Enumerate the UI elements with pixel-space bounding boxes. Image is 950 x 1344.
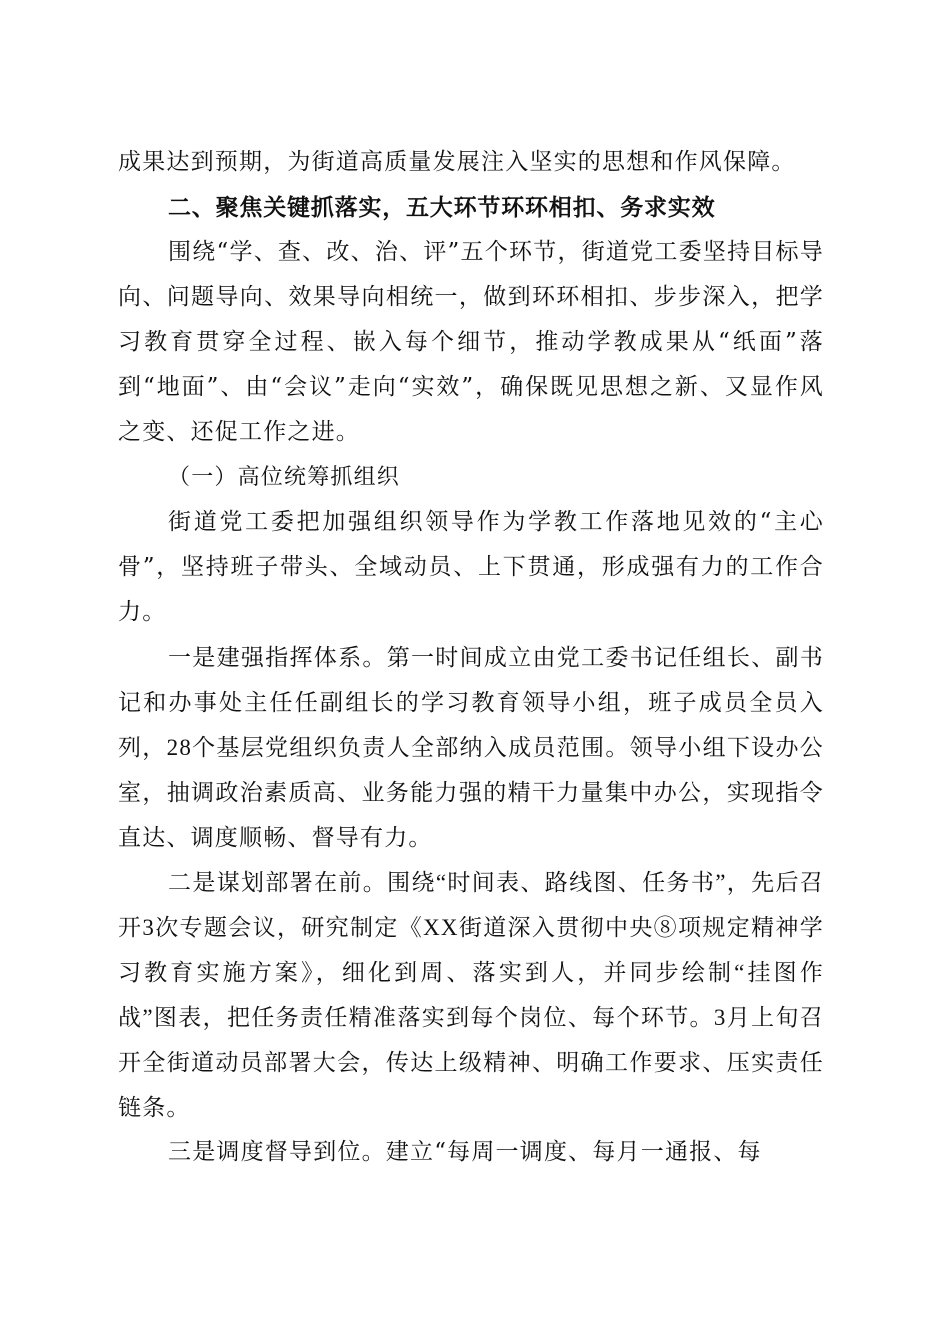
paragraph-continuation: 成果达到预期，为街道高质量发展注入坚实的思想和作风保障。 <box>118 149 796 175</box>
document-body <box>118 140 824 1175</box>
paragraph-organization: 街道党工委把加强组织领导作为学教工作落地见效的“主心骨”，坚持班子带头、全域动员、上下贯通，形成强有力的工作合力。 <box>118 509 824 625</box>
paragraph-supervision: 三是调度督导到位。建立“每周一调度、每月一通报、每 <box>168 1139 762 1165</box>
paragraph-five-steps: 围绕“学、查、改、治、评”五个环节，街道党工委坚持目标导向、问题导向、效果导向相统一，做到环环相扣、步步深入，把学习教育贯穿全过程、嵌入每个细节，推动学教成果从“纸面”落到“地面”、由“会议”走向“实效”，确保既见思想之新、又显作风之变、还促工作之进。 <box>118 239 824 445</box>
subsection-heading-1: （一）高位统筹抓组织 <box>168 465 401 490</box>
section-heading-2: 二、聚焦关键抓落实，五大环节环环相扣、务求实效 <box>168 194 716 221</box>
paragraph-planning: 二是谋划部署在前。围绕“时间表、路线图、任务书”，先后召开3次专题会议，研究制定《XX街道深入贯彻中央⑧项规定精神学习教育实施方案》，细化到周、落实到人，并同步绘制“挂图作战”图表，把任务责任精准落实到每个岗位、每个环节。3月上旬召开全街道动员部署大会，传达上级精神、明确工作要求、压实责任链条。 <box>118 870 824 1120</box>
paragraph-command-system: 一是建强指挥体系。第一时间成立由党工委书记任组长、副书记和办事处主任任副组长的学习教育领导小组，班子成员全员入列，28个基层党组织负责人全部纳入成员范围。领导小组下设办公室，抽调政治素质高、业务能力强的精干力量集中办公，实现指令直达、调度顺畅、督导有力。 <box>118 645 824 850</box>
